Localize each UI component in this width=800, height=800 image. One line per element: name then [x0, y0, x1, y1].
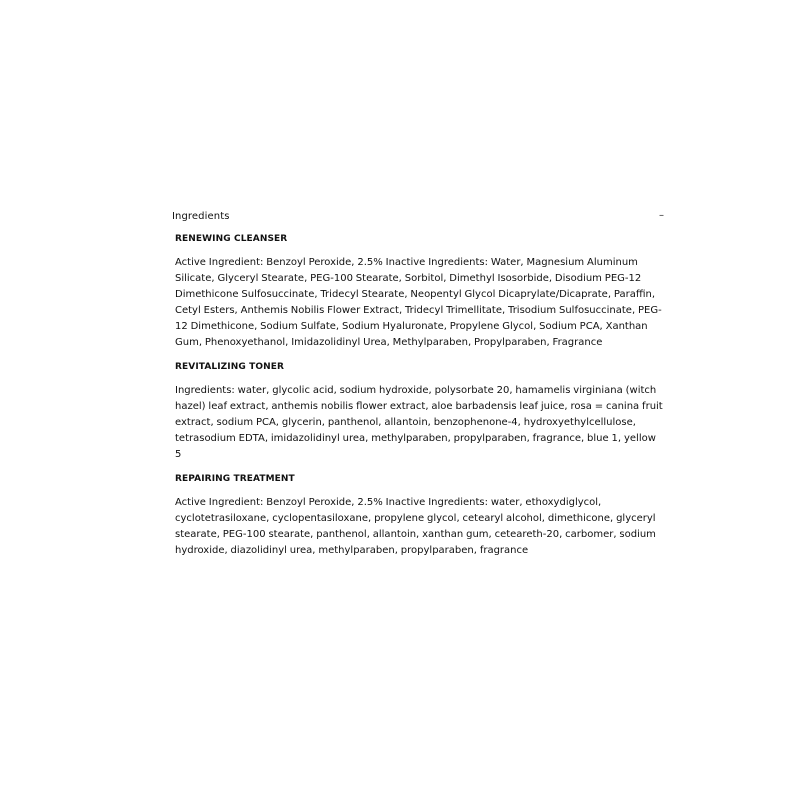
ingredients-section-renewing-cleanser — [175, 231, 665, 351]
ingredients-section-revitalizing-toner — [175, 359, 665, 463]
section-ingredients-text: Ingredients: water, glycolic acid, sodium hydroxide, polysorbate 20, hamamelis virginiana (witch hazel) leaf extract, anthemis nobilis flower extract, aloe barbadensis leaf juice, rosa = canina fruit extract, sodium PCA, glycerin, panthenol, allantoin, benzophenone-4, hydroxyethylcellulose, tetrasodium EDTA, imidazolidinyl urea, methylparaben, propylparaben, fragrance, blue 1, yellow 5 — [175, 385, 663, 460]
accordion-title: Ingredients — [172, 210, 230, 222]
accordion-content — [172, 225, 665, 559]
ingredients-accordion — [172, 207, 664, 567]
section-ingredients-text: Active Ingredient: Benzoyl Peroxide, 2.5% Inactive Ingredients: water, ethoxydiglycol, cyclotetrasiloxane, cyclopentasiloxane, propylene glycol, cetearyl alcohol, dimethicone, glyceryl stearate, PEG-100 stearate, panthenol, allantoin, xanthan gum, ceteareth-20, carbomer, sodium hydroxide, diazolidinyl urea, methylparaben, propylparaben, fragrance — [175, 497, 656, 556]
section-heading: REVITALIZING TONER — [175, 362, 285, 372]
section-ingredients-text: Active Ingredient: Benzoyl Peroxide, 2.5% Inactive Ingredients: Water, Magnesium Aluminum Silicate, Glyceryl Stearate, PEG-100 Stearate, Sorbitol, Dimethyl Isosorbide, Disodium PEG-12 Dimethicone Sulfosuccinate, Tridecyl Stearate, Neopentyl Glycol Dicaprylate/Dicaprate, Paraffin, Cetyl Esters, Anthemis Nobilis Flower Extract, Tridecyl Trimellitate, Trisodium Sulfosuccinate, PEG-12 Dimethicone, Sodium Sulfate, Sodium Hyaluronate, Propylene Glycol, Sodium PCA, Xanthan Gum, Phenoxyethanol, Imidazolidinyl Urea, Methylparaben, Propylparaben, Fragrance — [175, 257, 662, 348]
section-heading: RENEWING CLEANSER — [175, 234, 288, 244]
ingredients-section-repairing-treatment — [175, 471, 665, 559]
minus-icon[interactable]: – — [659, 210, 664, 221]
ingredients-accordion-header[interactable] — [172, 207, 664, 225]
section-heading: REPAIRING TREATMENT — [175, 474, 295, 484]
